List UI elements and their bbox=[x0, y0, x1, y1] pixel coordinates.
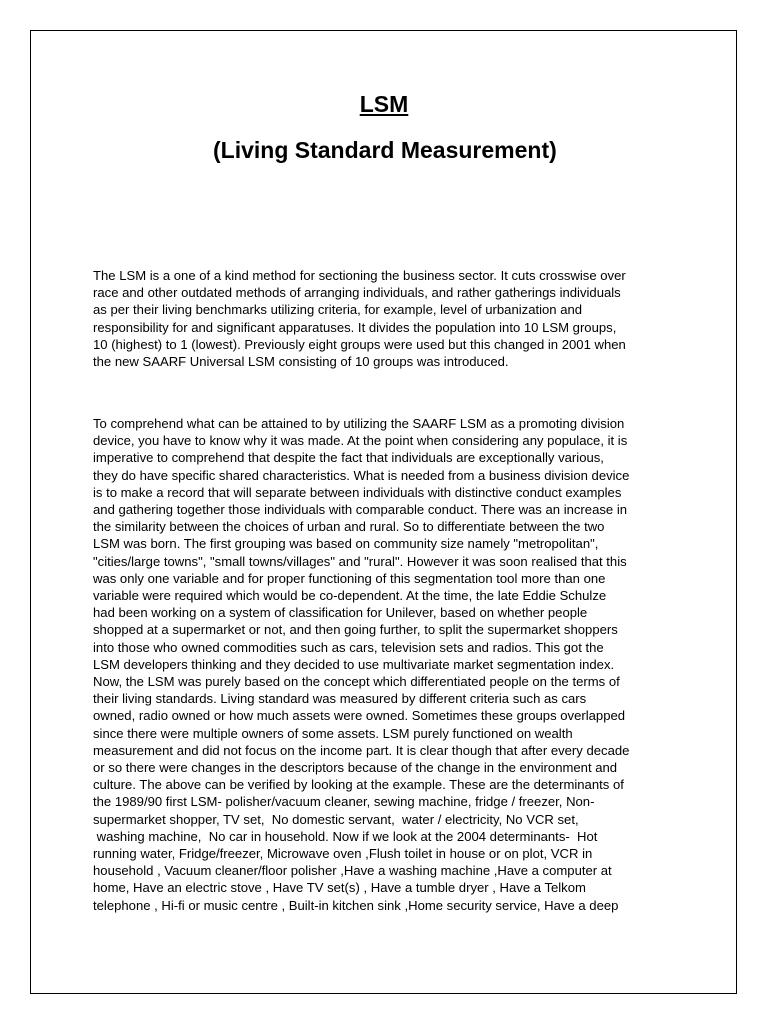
text-line: washing machine, No car in household. Now if we look at the 2004 determinants- Hot bbox=[93, 828, 598, 844]
text-line: as per their living benchmarks utilizing criteria, for example, level of urbanization and bbox=[93, 302, 583, 318]
text-line: LSM was born. The first grouping was based on community size namely "metropolitan", bbox=[93, 536, 599, 552]
text-line: since there were multiple owners of some assets. LSM purely functioned on wealth bbox=[93, 725, 573, 741]
text-line: and gathering together those individuals with comparable conduct. There was an increase in bbox=[93, 502, 628, 518]
text-line: was only one variable and for proper functioning of this segmentation tool more than one bbox=[93, 570, 606, 586]
text-line: measurement and did not focus on the income part. It is clear though that after every decade bbox=[93, 742, 630, 758]
text-line: device, you have to know why it was made. At the point when considering any populace, it is bbox=[93, 433, 628, 449]
text-line: "cities/large towns", "small towns/villages" and "rural". However it was soon realised that this bbox=[93, 553, 627, 569]
text-line: Now, the LSM was purely based on the concept which differentiated people on the terms of bbox=[93, 674, 620, 690]
text-line: home, Have an electric stove , Have TV set(s) , Have a tumble dryer , Have a Telkom bbox=[93, 880, 586, 896]
text-line: responsibility for and significant apparatuses. It divides the population into 10 LSM groups, bbox=[93, 319, 617, 335]
text-line: their living standards. Living standard was measured by different criteria such as cars bbox=[93, 691, 587, 707]
text-line: The LSM is a one of a kind method for sectioning the business sector. It cuts crosswise over bbox=[93, 268, 626, 283]
text-line: had been working on a system of classification for Unilever, based on whether people bbox=[93, 605, 588, 621]
document-title: LSM bbox=[359, 91, 409, 117]
text-line: the new SAARF Universal LSM consisting of 10 groups was introduced. bbox=[93, 354, 509, 370]
text-line: LSM developers thinking and they decided to use multivariate market segmentation index. bbox=[93, 656, 615, 672]
text-line: telephone , Hi-fi or music centre , Built-in kitchen sink ,Home security service, Have a deep bbox=[93, 897, 619, 913]
text-line: 10 (highest) to 1 (lowest). Previously eight groups were used but this changed in 2001 when bbox=[93, 336, 626, 352]
text-line: culture. The above can be verified by looking at the example. These are the determinants of bbox=[93, 777, 624, 793]
text-line: race and other outdated methods of arranging individuals, and rather gatherings individuals bbox=[93, 285, 621, 301]
text-line: they do have specific shared characteristics. What is needed from a business division device bbox=[93, 467, 630, 483]
text-line: household , Vacuum cleaner/floor polisher ,Have a washing machine ,Have a computer at bbox=[93, 863, 612, 879]
text-line: is to make a record that will separate between individuals with distinctive conduct examples bbox=[93, 484, 622, 500]
text-line: the similarity between the choices of urban and rural. So to differentiate between the two bbox=[93, 519, 605, 535]
text-line: shopped at a supermarket or not, and then going further, to split the supermarket shoppers bbox=[93, 622, 618, 638]
text-line: supermarket shopper, TV set, No domestic servant, water / electricity, No VCR set, bbox=[93, 811, 579, 827]
text-line: into those who owned commodities such as cars, television sets and radios. This got the bbox=[93, 639, 604, 655]
text-line: owned, radio owned or how much assets were owned. Sometimes these groups overlapped bbox=[93, 708, 626, 724]
paragraph-intro bbox=[93, 267, 626, 370]
text-line: running water, Fridge/freezer, Microwave oven ,Flush toilet in house or on plot, VCR in bbox=[93, 846, 593, 862]
paragraph-body bbox=[93, 415, 629, 914]
text-line: To comprehend what can be attained to by utilizing the SAARF LSM as a promoting division bbox=[93, 416, 625, 431]
text-line: variable were required which would be co-dependent. At the time, the late Eddie Schulze bbox=[93, 588, 607, 604]
text-line: imperative to comprehend that despite the fact that individuals are exceptionally various, bbox=[93, 450, 604, 466]
text-line: or so there were changes in the descriptors because of the change in the environment and bbox=[93, 760, 618, 776]
text-line: the 1989/90 first LSM- polisher/vacuum cleaner, sewing machine, fridge / freezer, Non- bbox=[93, 794, 595, 810]
document-subtitle: (Living Standard Measurement) bbox=[213, 137, 557, 163]
